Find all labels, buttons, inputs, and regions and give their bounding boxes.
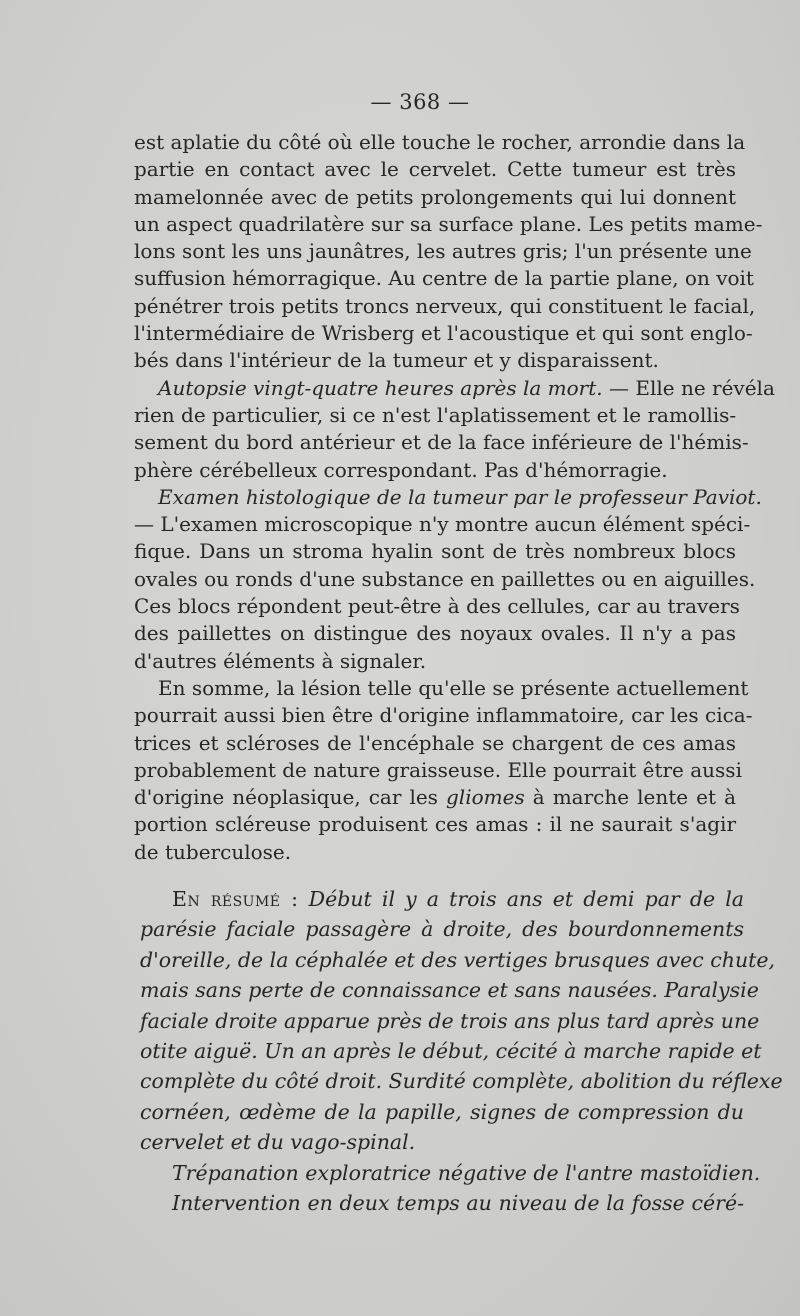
autopsy-text: — Elle ne révéla — [609, 375, 775, 400]
text-line: bés dans l'intérieur de la tumeur et y disparaissent. — [134, 348, 659, 373]
text-line: lons sont les uns jaunâtres, les autres gris; l'un présente une — [134, 239, 752, 264]
text-line: trices et scléroses de l'encéphale se chargent de ces amas — [134, 730, 736, 755]
text-line: de tuberculose. — [134, 839, 292, 864]
summary-line: complète du côté droit. Surdité complète, abolition du réflexe — [140, 1069, 783, 1094]
summary-line: otite aiguë. Un an après le début, cécité à marche rapide et — [140, 1038, 762, 1063]
text-line: — L'examen microscopique n'y montre aucun élément spéci- — [134, 512, 751, 537]
summary-section — [140, 884, 783, 1218]
text-line: En somme, la lésion telle qu'elle se présente actuellement — [158, 675, 749, 700]
summary-text: Début il y a trois ans et demi par de la — [298, 887, 744, 911]
summary-line: faciale droite apparue près de trois ans plus tard après une — [140, 1008, 760, 1033]
page-number: — 368 — — [370, 90, 470, 114]
text-line: sement du bord antérieur et de la face inférieure de l'hémis- — [134, 430, 749, 455]
text-line: un aspect quadrilatère sur sa surface plane. Les petits mame- — [134, 211, 763, 236]
text-line: ovales ou ronds d'une substance en paillettes ou en aiguilles. — [134, 566, 756, 591]
text-line: pénétrer trois petits troncs nerveux, qui constituent le facial, — [134, 293, 756, 318]
summary-trepanation: Trépanation exploratrice négative de l'antre mastoïdien. — [172, 1160, 761, 1185]
text-line — [134, 784, 736, 811]
gliomes-term: gliomes — [446, 785, 525, 810]
text-line: rien de particulier, si ce n'est l'aplatissement et le ramollis- — [134, 402, 737, 427]
summary-line: mais sans perte de connaissance et sans nausées. Paralysie — [140, 978, 759, 1003]
text-line: pourrait aussi bien être d'origine inflammatoire, car les cica- — [134, 703, 753, 728]
text-line: phère cérébelleux correspondant. Pas d'hémorragie. — [134, 457, 668, 482]
text-line: partie en contact avec le cervelet. Cette tumeur est très — [134, 157, 736, 182]
text-line: suffusion hémorragique. Au centre de la partie plane, on voit — [134, 266, 754, 291]
text-line: l'intermédiaire de Wrisberg et l'acoustique et qui sont englo- — [134, 321, 753, 346]
exam-heading: Examen histologique de la tumeur par le professeur Paviot. — [158, 484, 762, 509]
summary-intervention: Intervention en deux temps au niveau de la fosse céré- — [172, 1190, 744, 1215]
text-line: Ces blocs répondent peut-être à des cellules, car au travers — [134, 594, 740, 619]
text-line: probablement de nature graisseuse. Elle pourrait être aussi — [134, 757, 742, 782]
body-text — [134, 129, 775, 866]
text-line: mamelonnée avec de petits prolongements qui lui donnent — [134, 184, 736, 209]
summary-first-line — [140, 884, 744, 914]
text-line: est aplatie du côté où elle touche le rocher, arrondie dans la — [134, 130, 746, 154]
text-line: des paillettes on distingue des noyaux ovales. Il n'y a pas — [134, 621, 736, 646]
text-line: d'autres éléments à signaler. — [134, 648, 427, 673]
text-fragment: à marche lente et à — [524, 785, 736, 810]
autopsy-heading: Autopsie vingt-quatre heures après la mort. — [158, 375, 603, 400]
text-fragment: d'origine néoplasique, car les — [134, 785, 446, 810]
summary-lead: En résumé : — [172, 887, 299, 911]
autopsy-line — [134, 375, 775, 402]
summary-line: cervelet et du vago-spinal. — [140, 1130, 416, 1155]
summary-line: parésie faciale passagère à droite, des bourdonnements — [140, 917, 744, 942]
text-line: portion scléreuse produisent ces amas : il ne saurait s'agir — [134, 812, 736, 837]
summary-line: d'oreille, de la céphalée et des vertiges brusques avec chute, — [140, 947, 776, 972]
summary-line: cornéen, œdème de la papille, signes de compression du — [140, 1099, 744, 1124]
text-line: fique. Dans un stroma hyalin sont de très nombreux blocs — [134, 539, 736, 564]
